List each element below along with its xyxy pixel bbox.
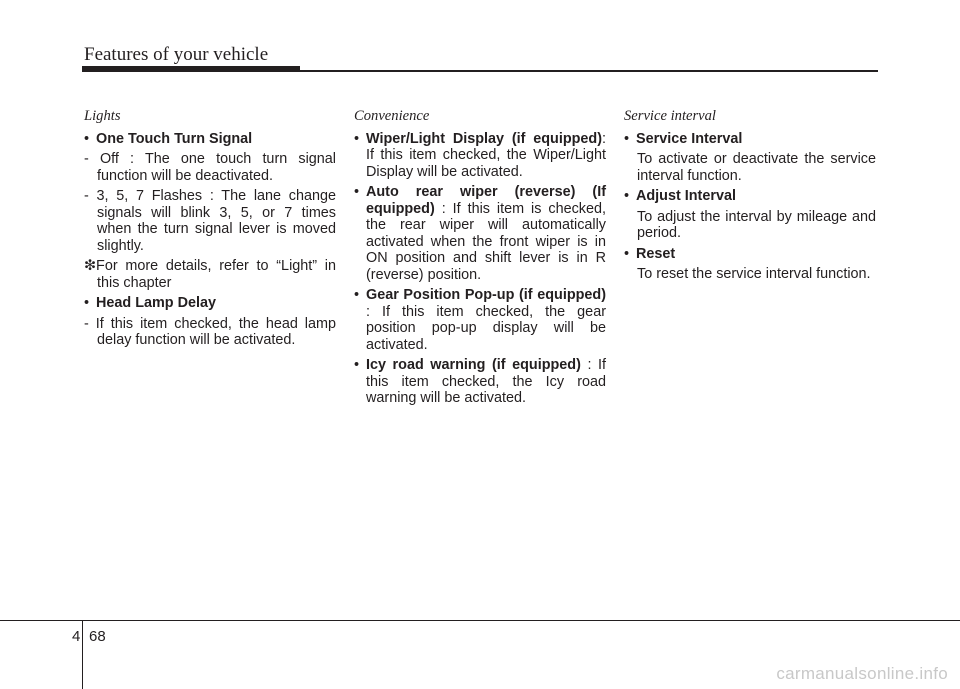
one-touch-item [84, 131, 336, 148]
bullet-icon: • [84, 295, 90, 311]
light-note: ❇For more details, refer to “Light” in this chapter [84, 258, 336, 291]
service-interval-description: To activate or deactivate the service interval function. [637, 151, 876, 184]
wiper-display-label: Wiper/Light Display (if equipped) [366, 130, 602, 147]
auto-rear-wiper-label: Auto rear wiper (reverse) (If equipped) [366, 184, 606, 217]
reset-description: To reset the service interval function. [637, 266, 871, 282]
adjust-interval-label: Adjust Interval [636, 188, 736, 204]
lights-column [84, 108, 336, 353]
convenience-title: Convenience [354, 108, 430, 124]
adjust-interval-item [624, 188, 876, 205]
service-interval-label: Service Interval [636, 130, 743, 147]
auto-rear-wiper-description: : If this item is checked, the rear wiper will automatically activated when the front wiper is in ON position and shift lever is in R (reverse) position. [366, 200, 606, 283]
bullet-icon: • [354, 130, 360, 147]
icy-road-label: Icy road warning (if equipped) [366, 357, 581, 373]
bullet-icon: • [624, 188, 630, 204]
bullet-icon: • [624, 245, 630, 262]
page-header-title: Features of your vehicle [84, 44, 269, 65]
icy-road-description: : If this item checked, the Icy road warning will be activated. [366, 357, 606, 406]
one-touch-label: One Touch Turn Signal [96, 130, 253, 147]
bullet-icon: • [354, 357, 360, 373]
bullet-icon: • [354, 287, 360, 303]
header-rule-thin [82, 70, 878, 72]
adjust-interval-description: To adjust the interval by mileage and period. [637, 208, 876, 241]
service-column [624, 108, 876, 287]
gear-popup-label: Gear Position Pop-up (if equipped) [366, 287, 606, 303]
service-title: Service interval [624, 108, 716, 124]
footer-rule [0, 620, 960, 621]
flashes-description: - 3, 5, 7 Flashes : The lane change signals will blink 3, 5, or 7 times when the turn signal lever is moved slightly. [84, 188, 336, 254]
lights-title: Lights [84, 108, 121, 124]
footer-divider [82, 621, 83, 689]
bullet-icon: • [84, 130, 90, 147]
reset-item [624, 246, 876, 263]
wiper-display-item [354, 131, 606, 181]
gear-popup-description: : If this item checked, the gear position pop-up display will be activated. [366, 303, 606, 353]
icy-road-item [354, 357, 606, 407]
page-number: 68 [89, 628, 106, 645]
auto-rear-wiper-item [354, 184, 606, 283]
watermark: carmanualsonline.info [776, 664, 948, 683]
gear-popup-item [354, 287, 606, 353]
service-interval-item [624, 131, 876, 148]
head-lamp-description: - If this item checked, the head lamp delay function will be activated. [84, 315, 336, 348]
bullet-icon: • [624, 130, 630, 147]
head-lamp-label: Head Lamp Delay [96, 295, 216, 311]
convenience-column [354, 108, 606, 411]
section-number: 4 [72, 628, 81, 645]
bullet-icon: • [354, 184, 360, 200]
wiper-display-description: : If this item checked, the Wiper/Light Display will be activated. [366, 130, 606, 180]
head-lamp-item [84, 295, 336, 312]
reset-label: Reset [636, 245, 676, 262]
off-description: - Off : The one touch turn signal function will be deactivated. [84, 151, 336, 184]
